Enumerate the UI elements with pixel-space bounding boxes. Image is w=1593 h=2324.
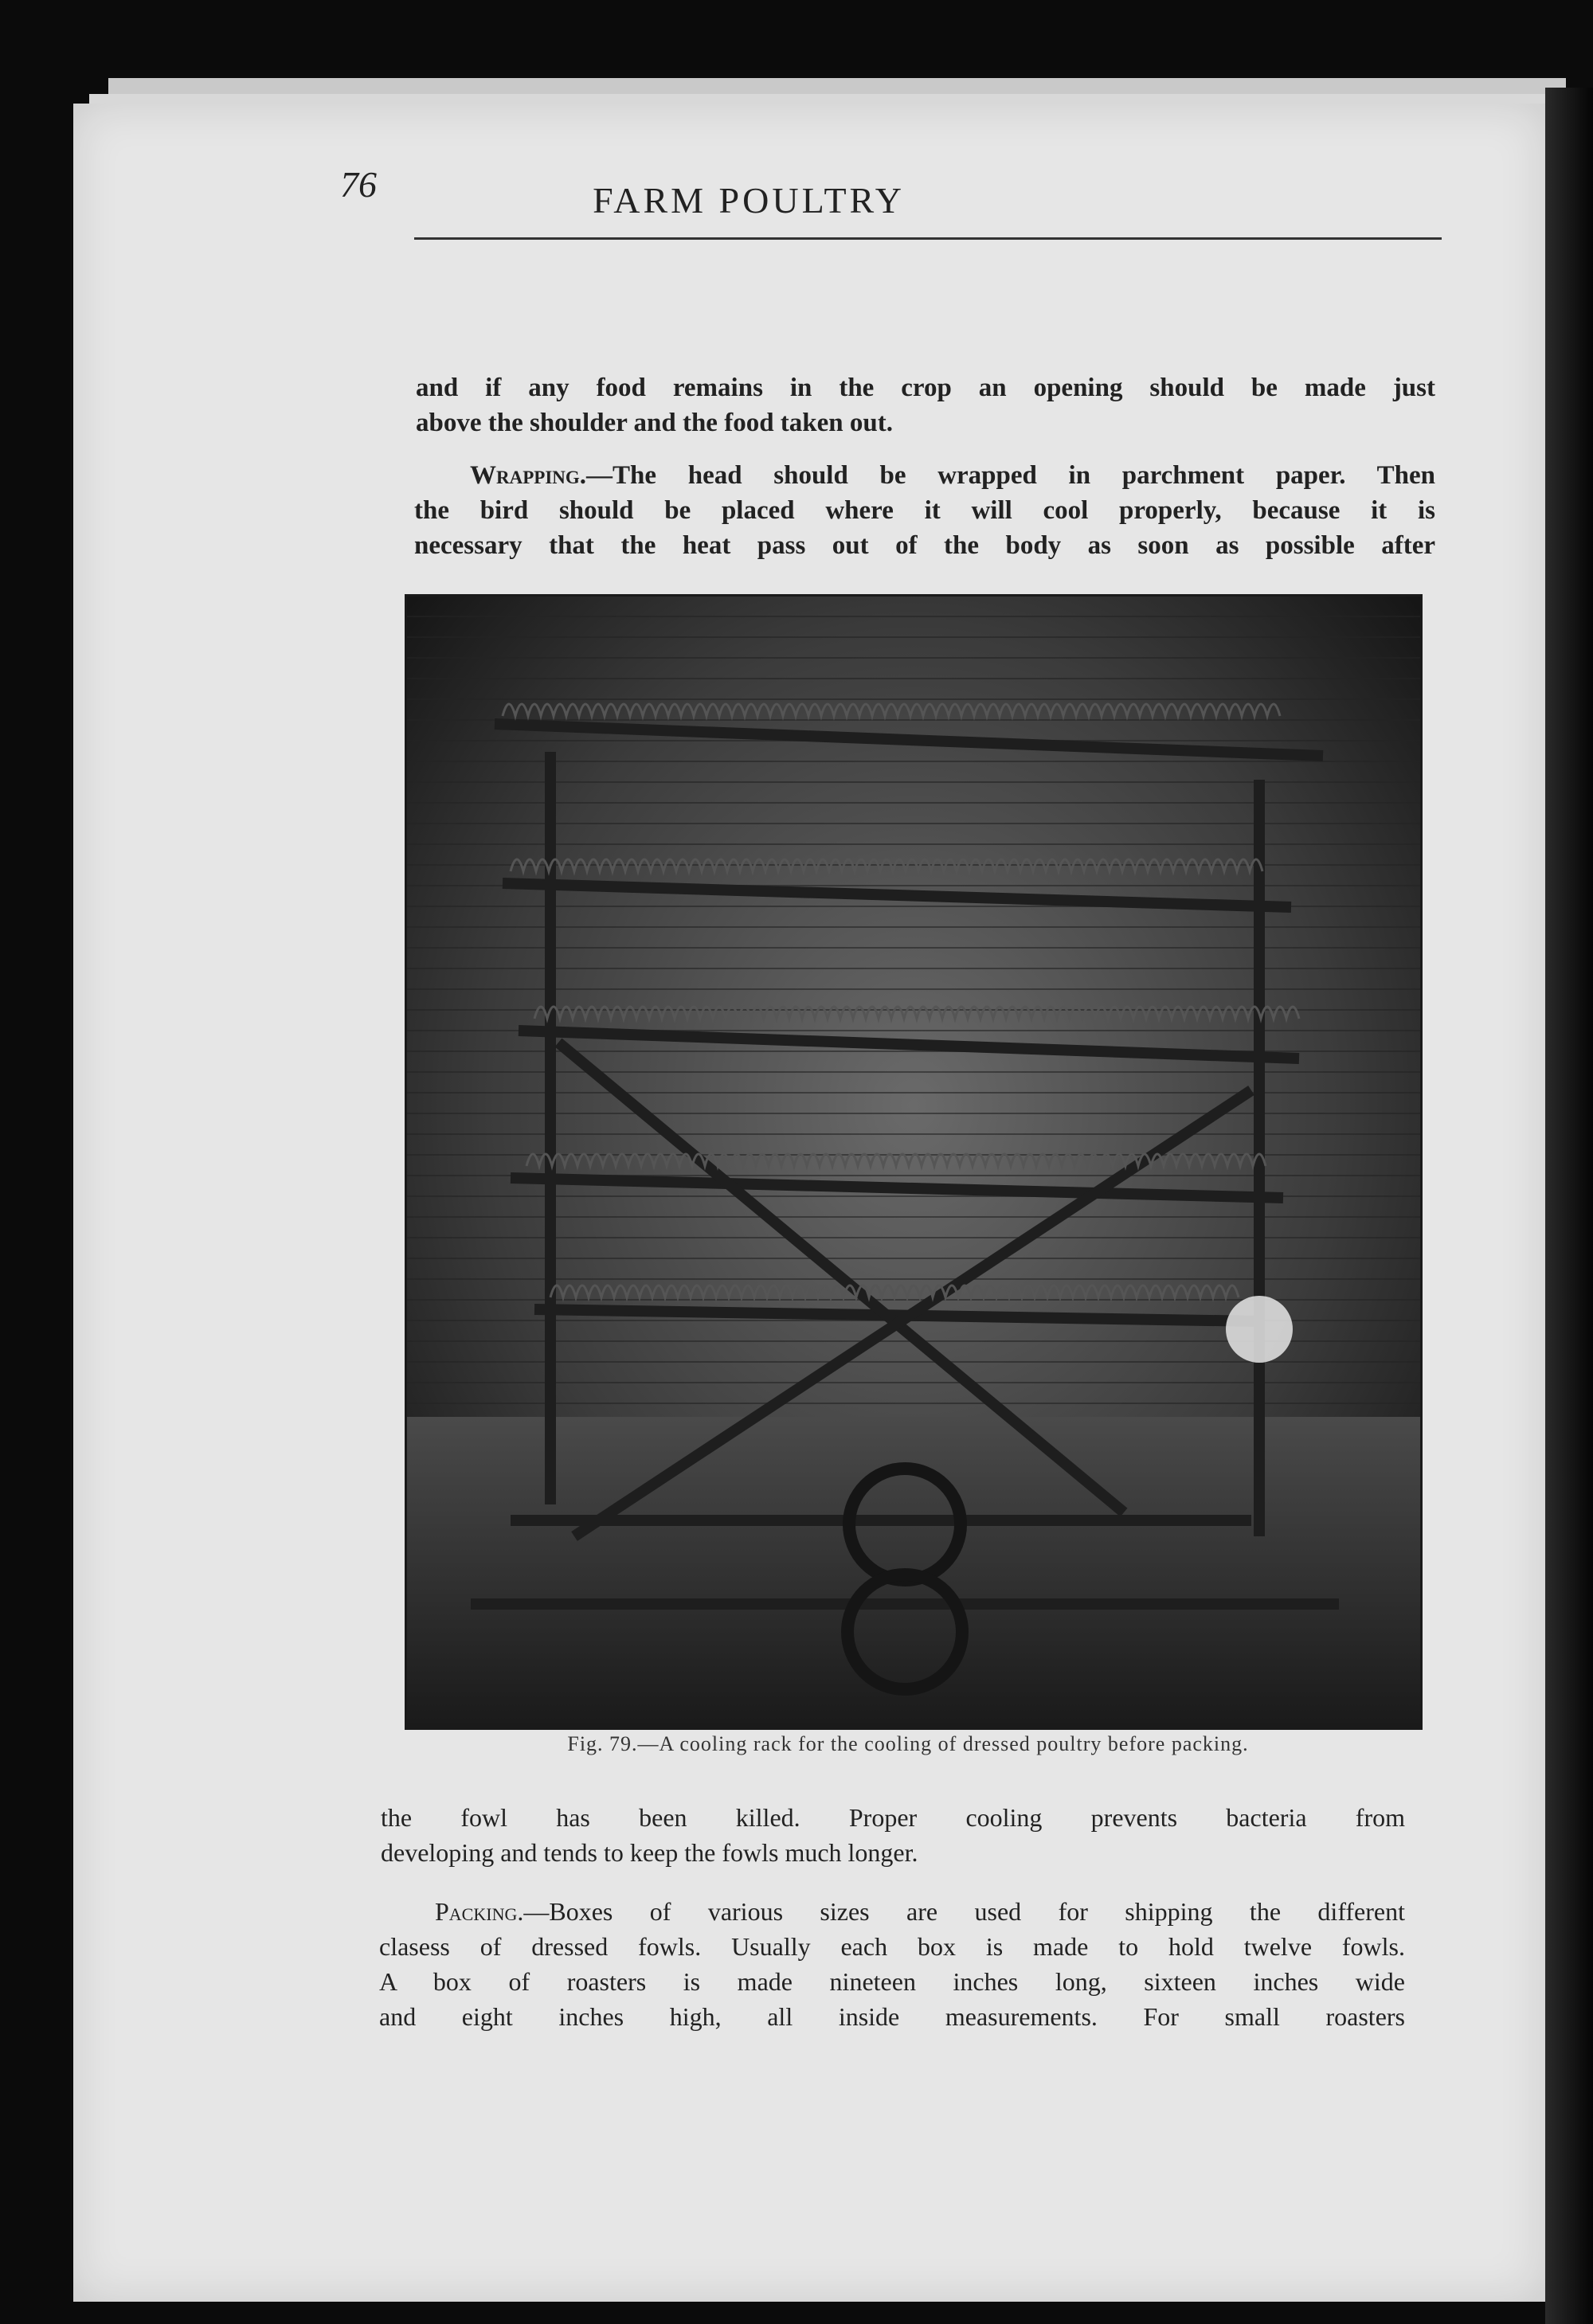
paragraph-packing	[379, 1894, 1405, 2034]
text-line: clasess of dressed fowls. Usually each box is made to hold twelve fowls.	[379, 1932, 1405, 1961]
text-line: the fowl has been killed. Proper cooling prevents bacteria from	[381, 1803, 1405, 1832]
text-line: above the shoulder and the food taken out.	[416, 409, 893, 437]
figure-photo	[405, 594, 1423, 1730]
section-heading-wrapping: Wrapping.	[470, 461, 587, 490]
text-line: A box of roasters is made nineteen inches long, sixteen inches wide	[379, 1967, 1405, 1996]
text-line: and eight inches high, all inside measurements. For small roasters	[379, 2002, 1405, 2031]
cooling-rack-illustration	[407, 597, 1420, 1727]
figure-caption: Fig. 79.—A cooling rack for the cooling of dressed poultry before packing.	[567, 1732, 1249, 1755]
paragraph-crop	[416, 370, 1435, 440]
text-line: developing and tends to keep the fowls much longer.	[381, 1838, 918, 1867]
header-rule	[414, 237, 1442, 240]
page-number: 76	[340, 164, 377, 205]
text-line-content: —Boxes of various sizes are used for shipping the different	[523, 1897, 1405, 1926]
text-line: the bird should be placed where it will cool properly, because it is	[414, 496, 1435, 525]
text-line: and if any food remains in the crop an opening should be made just	[416, 374, 1435, 402]
running-head: FARM POULTRY	[593, 180, 905, 221]
paragraph-wrapping	[414, 458, 1435, 563]
scan-shadow	[1545, 88, 1593, 2324]
paper-damage-spot	[1226, 1296, 1293, 1363]
text-line	[414, 458, 1435, 493]
text-line	[379, 1894, 1405, 1929]
text-line: necessary that the heat pass out of the body as soon as possible after	[414, 531, 1435, 560]
section-heading-packing: Packing.	[435, 1897, 524, 1926]
paragraph-cooling	[381, 1800, 1405, 1870]
text-line-content: —The head should be wrapped in parchment paper. Then	[586, 461, 1435, 490]
